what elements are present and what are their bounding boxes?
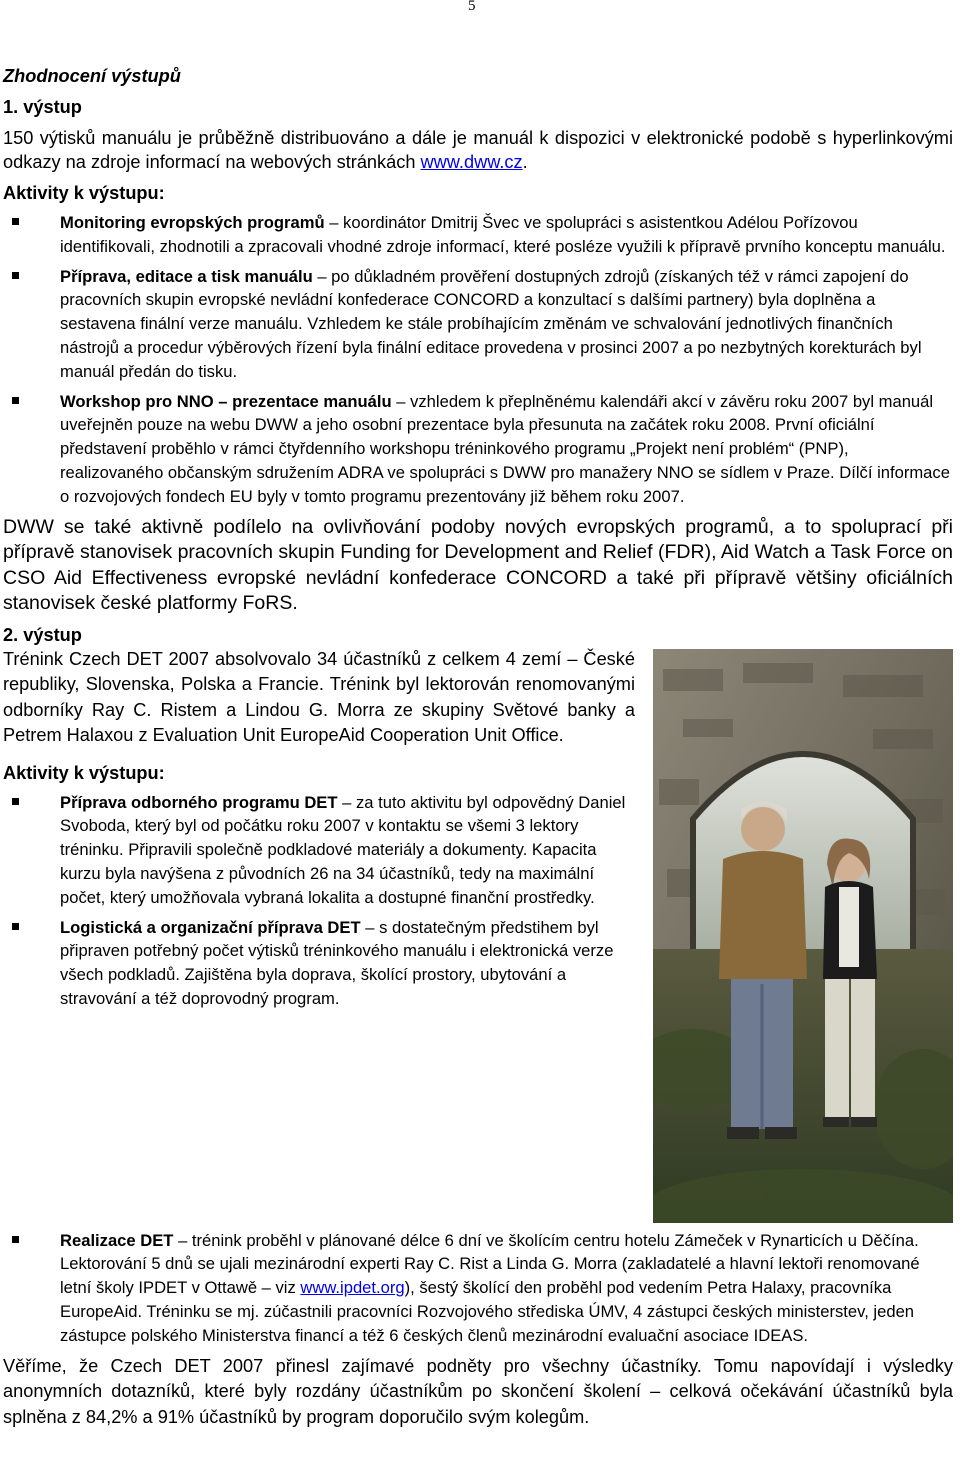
list-item [3, 265, 953, 384]
item-text: – po důkladném prověření dostupných zdrojů (získaných též v rámci zapojení do pracovních skupin evropské nevládní konfederace CONCORD a konzultací s dalšími partnery) byla doplněna a sestavena finální verze manuálu. Vzhledem ke stále probíhajícím změnám ve schvalování jednotlivých finančních nástrojů a procedur výběrových řízení byla finální editace provedena v prosinci 2007 a po nezbytných korekturách byl manuál předán do tisku. [60, 266, 922, 381]
output-2-title: 2. výstup [3, 624, 82, 645]
output-2-activities-title: Aktivity k výstupu: [3, 762, 165, 783]
item-text: – za tuto aktivitu byl odpovědný Daniel Svoboda, který byl od počátku roku 2007 v kontaktu se všemi 3 lektory tréninku. Připravili společně podkladové materiály a dokumenty. Kapacita kurzu byla navýšena z původních 26 na 34 účastníků, tedy na maximální počet, který umožňovala vybraná lokalita a dostupné finanční prostředky. [60, 792, 626, 907]
output-1-intro-end: . [522, 152, 528, 172]
bullet-square-icon [12, 272, 19, 279]
document-body [3, 64, 953, 1430]
bullet-square-icon [12, 218, 19, 225]
item-text: – koordinátor Dmitrij Švec ve spolupráci s asistentkou Adélou Pořízovou identifikovali, zhodnotili a zpracovali vhodné zdroje informací, které posléze využili k přípravě prvního konceptu manuálu. [60, 213, 946, 256]
item-lead: Workshop pro NNO – prezentace manuálu [60, 391, 392, 411]
item-text: – trénink proběhl v plánované délce 6 dní ve školícím centru hotelu Zámeček v Rynarticích u Děčína. Lektorování 5 dnů se ujali mezinárodní experti Ray C. Rist a Linda G. Morra (zakladatelé a hlavní lektoři renomované letní školy IPDET v Ottawě – viz [60, 1230, 920, 1298]
list-item [3, 390, 953, 509]
output-2-closing: Věříme, že Czech DET 2007 přinesl zajímavé podněty pro všechny účastníky. Tomu napovídají i výsledky anonymních dotazníků, které byly rozdány účastníkům po skončení školení – celková očekávání účastníků byla splněna z 84,2% a 91% účastníků by program doporučilo svým kolegům. [3, 1355, 953, 1427]
output-1-intro [3, 126, 953, 174]
output-1-intro-text: 150 výtisků manuálu je průběžně distribuováno a dále je manuál k dispozici v elektronické podobě s hyperlinkovými odkazy na zdroje informací na webových stránkách [3, 128, 953, 172]
section-heading: Zhodnocení výstupů [3, 66, 181, 86]
bullet-square-icon [12, 923, 19, 930]
output-1-activity-list [3, 211, 953, 509]
list-item [3, 791, 953, 910]
ipdet-link[interactable]: www.ipdet.org [300, 1278, 405, 1298]
item-lead: Monitoring evropských programů [60, 213, 325, 232]
bullet-square-icon [12, 1236, 19, 1243]
page-number: 5 [468, 0, 476, 14]
output-1-closing: DWW se také aktivně podílelo na ovlivňování podoby nových evropských programů, a to spoluprací při přípravě stanovisek pracovních skupin Funding for Development and Relief (FDR), Aid Watch a Task Force on CSO Aid Effectiveness evropské nevládní konfederace CONCORD a také při přípravě většiny oficiálních stanovisek české platformy FoRS. [3, 515, 953, 615]
dww-link[interactable]: www.dww.cz [420, 152, 523, 172]
output-1-title: 1. výstup [3, 97, 82, 117]
item-lead: Logistická a organizační příprava DET [60, 917, 361, 937]
item-text: – s dostatečným předstihem byl připraven potřebný počet výtisků tréninkového manuálu i elektronická verze všech podkladů. Zajištěna byla doprava, školící prostory, ubytování a stravování a též doprovodný program. [60, 917, 614, 1008]
bullet-square-icon [12, 798, 19, 805]
list-item [3, 916, 953, 1011]
item-lead: Příprava odborného programu DET [60, 792, 338, 812]
item-lead: Příprava, editace a tisk manuálu [60, 266, 313, 286]
item-text: – vzhledem k přeplněnému kalendáři akcí v závěru roku 2007 byl manuál uveřejněn pouze na webu DWW a jeho osobní prezentace byla přesunuta na začátek roku 2008. První oficiální představení proběhlo v rámci čtyřdenního workshopu tréninkového programu „Projekt není problém“ (PNP), realizovaného občanským sdružením ADRA ve spolupráci s DWW pro manažery NNO se sídlem v Praze. Dílčí informace o rozvojových fondech EU byly v tomto programu prezentovány již během roku 2007. [60, 391, 950, 506]
item-text: ), šestý školící den proběhl pod vedením Petra Halaxy, pracovníka EuropeAid. Tréninku se mj. zúčastnili pracovníci Rozvojového střediska ÚMV, 4 zástupci českých ministerstev, jeden zástupce polského Ministerstva financí a též 6 českých členů mezinárodní evaluační asociace IDEAS. [60, 1278, 915, 1345]
output-1-activities-title: Aktivity k výstupu: [3, 183, 165, 203]
item-lead: Realizace DET [60, 1230, 174, 1250]
list-item [3, 1229, 953, 1348]
list-item [3, 211, 953, 259]
bullet-square-icon [12, 397, 19, 404]
output-2-intro: Trénink Czech DET 2007 absolvovalo 34 účastníků z celkem 4 zemí – České republiky, Slovenska, Polska a Francie. Trénink byl lektorován renomovanými odborníky Ray C. Ristem a Lindou G. Morra ze skupiny Světové banky a Petrem Halaxou z Evaluation Unit EuropeAid Cooperation Unit Office. [3, 648, 635, 746]
